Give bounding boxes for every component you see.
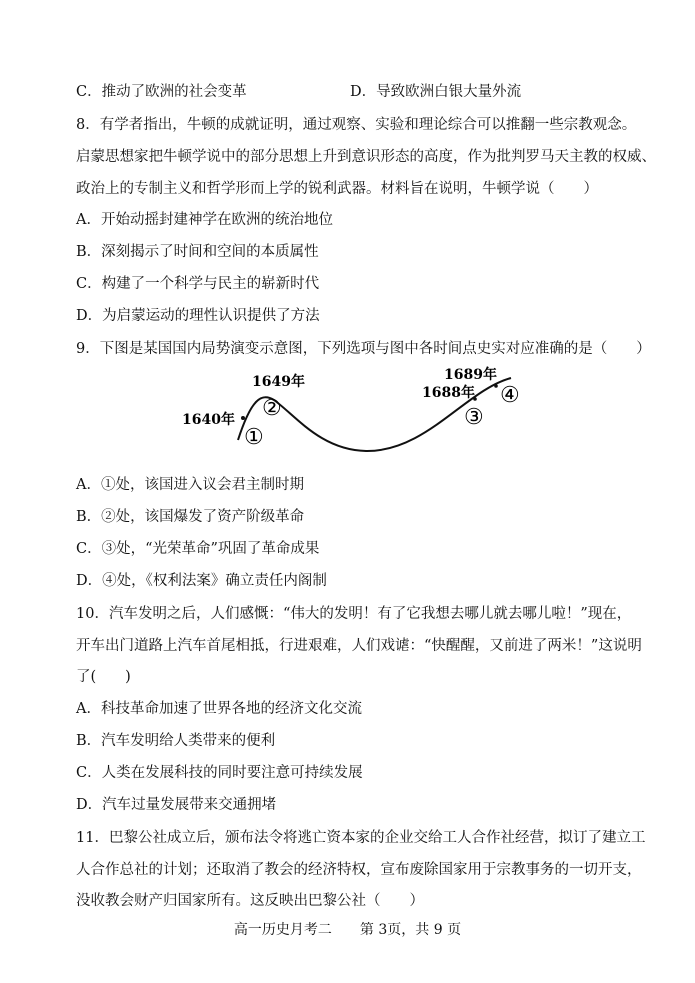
q8-stem-line-3: 政治上的专制主义和哲学形而上学的锐利武器。材料旨在说明，牛顿学说（ ） — [76, 181, 598, 197]
q9-option-d: D．④处，《权利法案》确立责任内阁制 — [76, 573, 327, 589]
q8-option-c: C．构建了一个科学与民主的崭新时代 — [76, 276, 320, 292]
q11-stem-line-1: 11．巴黎公社成立后，颁布法令将逃亡资本家的企业交给工人合作社经营，拟订了建立工 — [76, 830, 646, 846]
q9-option-c: C．③处，“光荣革命”巩固了革命成果 — [76, 541, 320, 557]
label-1689: 1689年 — [444, 367, 497, 383]
political-situation-diagram — [176, 360, 556, 464]
label-1688: 1688年 — [422, 385, 475, 401]
q9-option-a: A．①处，该国进入议会君主制时期 — [76, 477, 304, 493]
q9-option-b: B．②处，该国爆发了资产阶级革命 — [76, 509, 305, 525]
q7-option-c: C．推动了欧洲的社会变革 — [76, 84, 247, 100]
diagram-svg — [176, 360, 556, 460]
q10-option-c: C．人类在发展科技的同时要注意可持续发展 — [76, 765, 363, 781]
q9-stem: 9．下图是某国国内局势演变示意图，下列选项与图中各时间点史实对应准确的是（ ） — [76, 341, 651, 357]
q10-stem-line-2: 开车出门道路上汽车首尾相抵，行进艰难，人们戏谑：“快醒醒，又前进了两米！”这说明 — [76, 638, 642, 654]
point-1640 — [241, 416, 245, 420]
point-1689 — [494, 384, 498, 388]
label-1640: 1640年 — [182, 412, 235, 428]
q8-option-b: B．深刻揭示了时间和空间的本质属性 — [76, 244, 319, 260]
q10-option-b: B．汽车发明给人类带来的便利 — [76, 733, 276, 749]
label-1649: 1649年 — [252, 374, 305, 390]
q8-stem-line-2: 启蒙思想家把牛顿学说中的部分思想上升到意识形态的高度，作为批判罗马天主教的权威、 — [76, 149, 656, 165]
marker-3: ③ — [464, 405, 484, 430]
q10-stem-line-1: 10．汽车发明之后，人们感慨：“伟大的发明！有了它我想去哪儿就去哪儿啦！”现在， — [76, 606, 632, 622]
q8-stem-line-1: 8．有学者指出，牛顿的成就证明，通过观察、实验和理论综合可以推翻一些宗教观念。 — [76, 117, 637, 133]
q11-stem-line-3: 没收教会财产归国家所有。这反映出巴黎公社（ ） — [76, 893, 424, 909]
q7-option-d: D．导致欧洲白银大量外流 — [350, 84, 522, 100]
q10-option-d: D．汽车过量发展带来交通拥堵 — [76, 797, 277, 813]
q8-option-a: A．开始动摇封建神学在欧洲的统治地位 — [76, 212, 333, 228]
q11-stem-line-2: 人合作总社的计划；还取消了教会的经济特权，宣布废除国家用于宗教事务的一切开支， — [76, 862, 642, 878]
marker-2: ② — [262, 396, 282, 421]
marker-1: ① — [244, 425, 264, 450]
q10-option-a: A．科技革命加速了世界各地的经济文化交流 — [76, 701, 362, 717]
q10-stem-line-3: 了( ) — [76, 669, 131, 685]
marker-4: ④ — [500, 383, 520, 408]
q8-option-d: D．为启蒙运动的理性认识提供了方法 — [76, 308, 320, 324]
page-footer: 高一历史月考二 第 3页，共 9 页 — [233, 922, 462, 938]
